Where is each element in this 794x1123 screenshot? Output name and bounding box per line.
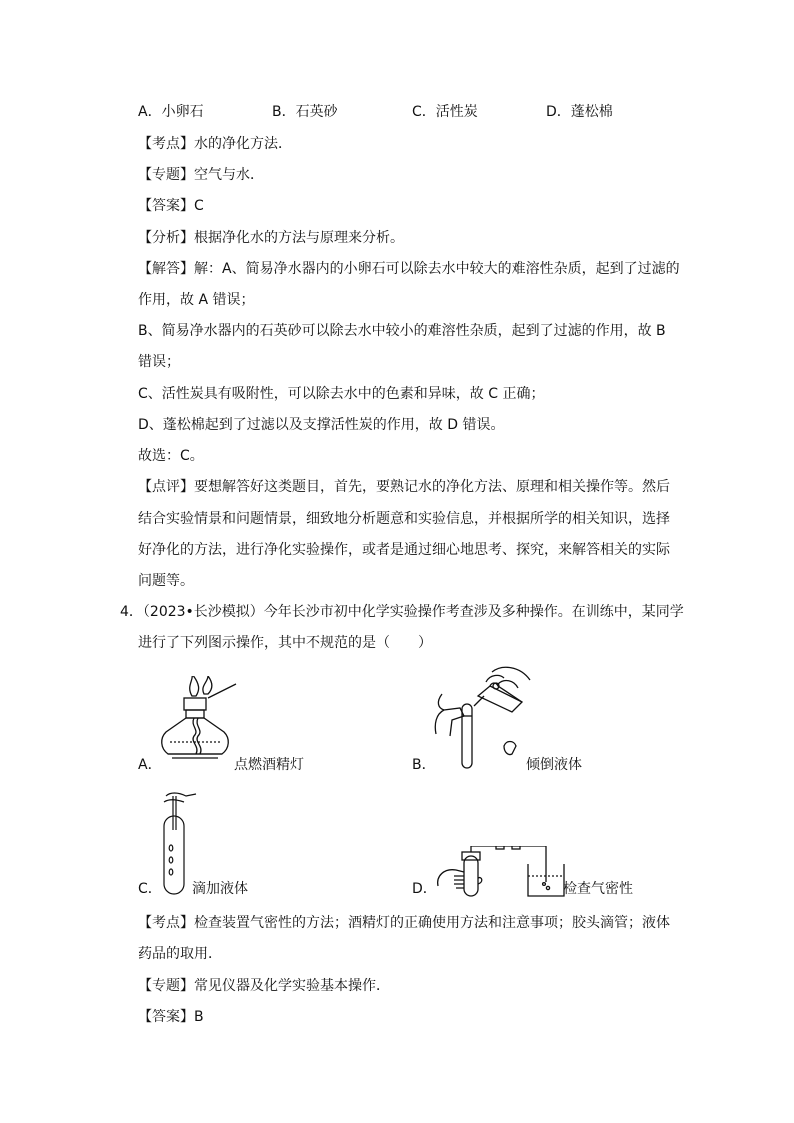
q4-answer: 【答案】B — [138, 1009, 204, 1025]
choice-line: 故选：C。 — [138, 448, 204, 464]
solution-line-2: 作用，故 A 错误； — [138, 292, 255, 308]
q4-kaodian-line-2: 药品的取用． — [138, 946, 222, 962]
q4-option-a-letter: A． — [138, 757, 162, 773]
q4-option-b-letter: B． — [412, 757, 436, 773]
q4-option-c-letter: C． — [138, 881, 162, 897]
q4-stem-line-1: 4．（2023•长沙模拟）今年长沙市初中化学实验操作考查涉及多种操作。在训练中，某同学 — [120, 604, 684, 620]
q4-kaodian-line-1: 【考点】检查装置气密性的方法；酒精灯的正确使用方法和注意事项；胶头滴管；液体 — [138, 915, 670, 931]
alcohol-lamp-figure — [156, 676, 238, 771]
option-d: D．蓬松棉 — [546, 104, 613, 120]
zhuanti: 【专题】空气与水． — [138, 167, 264, 183]
q4-option-b-label: 倾倒液体 — [526, 757, 582, 773]
solution-line-5: C、活性炭具有吸附性，可以除去水中的色素和异味，故 C 正确； — [138, 386, 545, 402]
q4-option-a-label: 点燃酒精灯 — [234, 757, 304, 773]
comment-line-1: 【点评】要想解答好这类题目，首先，要熟记水的净化方法、原理和相关操作等。然后 — [138, 479, 670, 495]
solution-line-1: 【解答】解：A、简易净水器内的小卵石可以除去水中较大的难溶性杂质，起到了过滤的 — [138, 261, 680, 277]
pouring-liquid-figure — [434, 664, 534, 776]
q4-stem-line-2: 进行了下列图示操作，其中不规范的是（ ） — [138, 635, 432, 651]
q4-option-c-label: 滴加液体 — [192, 881, 248, 897]
analysis: 【分析】根据净化水的方法与原理来分析。 — [138, 230, 404, 246]
comment-line-4: 问题等。 — [138, 573, 194, 589]
solution-line-3: B、简易净水器内的石英砂可以除去水中较小的难溶性杂质，起到了过滤的作用，故 B — [138, 323, 666, 339]
q4-option-d-letter: D． — [412, 881, 437, 897]
q4-option-d-label: 检查气密性 — [563, 881, 633, 897]
comment-line-3: 好净化的方法，进行净化实验操作，或者是通过细心地思考、探究，来解答相关的实际 — [138, 542, 670, 558]
comment-line-2: 结合实验情景和问题情景，细致地分析题意和实验信息，并根据所学的相关知识，选择 — [138, 511, 670, 527]
q4-zhuanti: 【专题】常见仪器及化学实验基本操作． — [138, 978, 390, 994]
solution-line-4: 错误； — [138, 354, 180, 370]
option-c: C．活性炭 — [412, 104, 478, 120]
option-b: B．石英砂 — [272, 104, 338, 120]
solution-line-6: D、蓬松棉起到了过滤以及支撑活性炭的作用，故 D 错误。 — [138, 417, 505, 433]
airtightness-check-figure — [434, 846, 570, 898]
kaodian: 【考点】水的净化方法． — [138, 136, 292, 152]
option-a: A．小卵石 — [138, 104, 204, 120]
answer: 【答案】C — [138, 198, 204, 214]
spacer — [436, 842, 568, 844]
